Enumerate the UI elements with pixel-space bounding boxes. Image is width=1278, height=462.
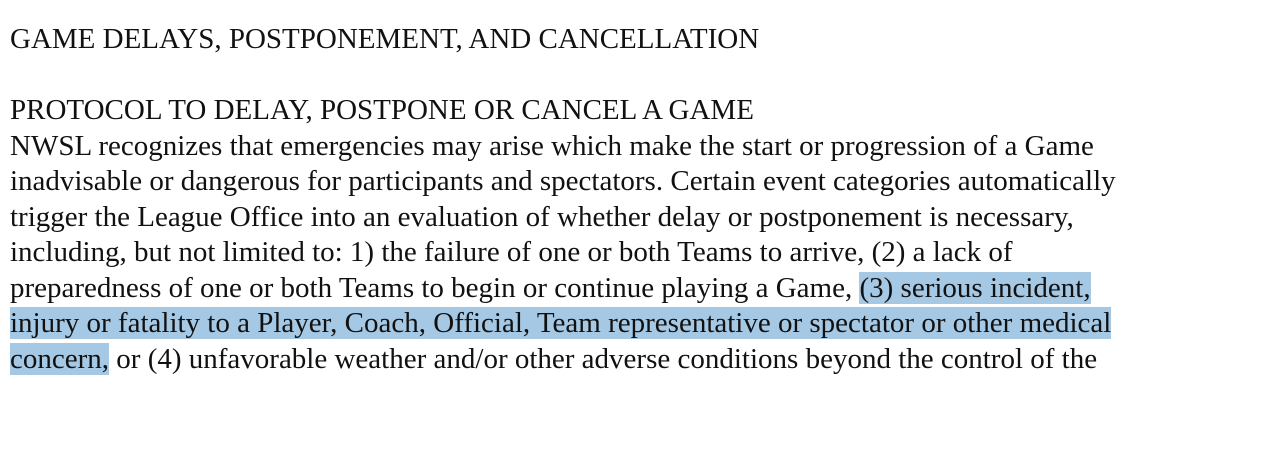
- selected-text[interactable]: injury or fatality to a Player, Coach, Official, Team representative or spectator or other medical: [10, 307, 1112, 339]
- paragraph-line-4: including, but not limited to: 1) the failure of one or both Teams to arrive, (2) a lack of: [10, 236, 1013, 268]
- blank-line: [10, 58, 1272, 94]
- paragraph-line-6: [10, 306, 1272, 342]
- section-subheading: PROTOCOL TO DELAY, POSTPONE OR CANCEL A GAME: [10, 94, 754, 126]
- selected-text[interactable]: concern,: [10, 342, 110, 375]
- paragraph-text: preparedness of one or both Teams to begin or continue playing a Game,: [10, 271, 860, 304]
- paragraph-line-2: inadvisable or dangerous for participants and spectators. Certain event categories automatically: [10, 165, 1116, 197]
- paragraph-line-5: [10, 271, 1272, 307]
- paragraph-text: or (4) unfavorable weather and/or other adverse conditions beyond the control of the: [109, 342, 1098, 375]
- paragraph-line-3: trigger the League Office into an evaluation of whether delay or postponement is necessary,: [10, 200, 1074, 233]
- section-heading: GAME DELAYS, POSTPONEMENT, AND CANCELLATION: [10, 23, 760, 55]
- paragraph-line-1: NWSL recognizes that emergencies may arise which make the start or progression of a Game: [10, 129, 1094, 162]
- paragraph-line-7: [10, 342, 1272, 378]
- document-body[interactable]: [10, 22, 1272, 377]
- selected-text[interactable]: (3) serious incident,: [859, 271, 1091, 304]
